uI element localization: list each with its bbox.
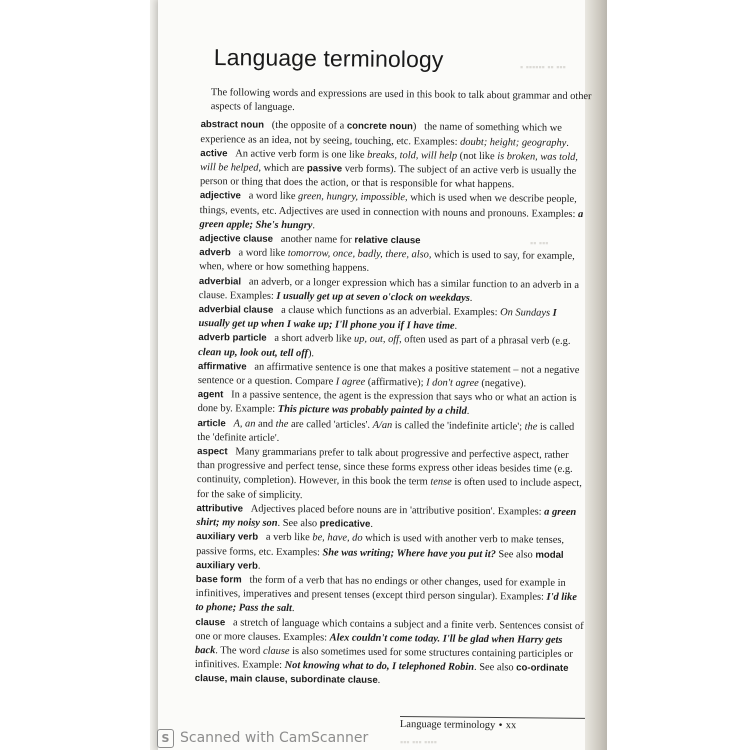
glossary-entry (194, 303, 589, 336)
entry-definition: In a passive sentence, the agent is the expression that says who or what an action is done by. Example: This picture was probably painted by a child. (197, 389, 577, 418)
glossary-entry (193, 417, 588, 450)
entry-definition: an affirmative sentence is one that makes a positive statement – not a negative sentence or a question. Compare I agree (affirmative); I don't agree (negative). (197, 361, 580, 390)
camscanner-logo-icon: S (157, 729, 174, 748)
entry-term: abstract noun (200, 119, 265, 132)
entry-term: clause (195, 616, 226, 628)
entry-term: adverb particle (198, 332, 267, 345)
page-title: Language terminology (213, 44, 444, 73)
entry-definition: (the opposite of a concrete noun) the name of something which we experience as an idea, not by seeing, touching, etc. Examples: doubt; height; geography. (200, 120, 569, 149)
entry-definition: Adjectives placed before nouns are in 'attributive position'. Examples: a green shirt; my noisy son. See also predicative. (196, 503, 577, 530)
bleed-through-text: ▪ ▪▪▪▪▪▪ ▪▪ ▪▪▪ (520, 62, 566, 72)
entry-definition: a clause which functions as an adverbial. Examples: On Sundays I usually get up when I wake up; I'll phone you if I have time. (198, 304, 557, 332)
entry-definition: A, an and the are called 'articles'. A/an is called the 'indefinite article'; the is called the 'definite article'. (197, 418, 575, 444)
entry-definition: Many grammarians prefer to talk about progressive and perfective aspect, rather than progressive and perfect tense, since these forms express other ideas besides time (e.g. continuity, completion). However, in this book the term tense is often used to include aspect, for the sake of simplicity. (196, 446, 582, 501)
glossary-entry (195, 189, 590, 236)
watermark-text: Scanned with CamScanner (180, 730, 369, 746)
glossary-entry (195, 275, 590, 308)
glossary-entry (196, 147, 591, 194)
entry-definition: a verb like be, have, do which is used with another verb to make tenses, passive forms, etc. Examples: She was writing; Where have you put it? See also modal auxiliary verb. (195, 531, 565, 572)
glossary-entry (195, 246, 590, 279)
entry-term: attributive (196, 502, 244, 515)
entry-term: adverbial clause (198, 304, 274, 316)
entry-term: adverb (199, 247, 231, 259)
entry-definition: An active verb form is one like breaks, told, will help (not like is broken, was told, will be helped, which are passive verb forms). The subject of an active verb is usually the person or thing that does the action, or that is responsible for what happens. (199, 148, 579, 191)
glossary-entry (194, 360, 589, 393)
page-number: xx (505, 720, 517, 732)
glossary-entry (192, 502, 587, 535)
entry-definition: a stretch of language which contains a subject and a finite verb. Sentences consist of one or more clauses. Examples: Alex couldn't come today. I'll be glad when Harry gets back. The word clause is also sometimes used for some structures containing participles or infinitives. Example: Not knowing what to do, I telephoned Robin. See also co-ordinate clause, main clause, subordinate clause. (194, 616, 584, 687)
entry-term: base form (195, 573, 242, 586)
entry-definition: a word like green, hungry, impossible, which is used when we describe people, things, events, etc. Adjectives are used in connection with nouns and pronouns. Examples: a green apple; She's hungry. (199, 190, 584, 232)
entry-definition: an adverb, or a longer expression which has a similar function to an adverb in a clause. Examples: I usually get up at seven o'clock on weekdays. (198, 276, 580, 304)
entry-term: article (197, 417, 226, 429)
entry-term: adverbial (198, 275, 242, 288)
entry-term: aspect (197, 446, 228, 458)
entry-term: auxiliary verb (196, 531, 259, 543)
entry-term: affirmative (198, 360, 247, 373)
entry-definition: the form of a verb that has no endings or other changes, used for example in infinitives, imperatives and present tenses (except third person singular). Examples: I'd like to phone; Pass the salt. (195, 574, 577, 615)
camscanner-watermark (157, 726, 368, 750)
bleed-through-text: ▪▪▪ ▪▪▪ ▪▪▪▪ (400, 737, 437, 747)
glossary-entry (192, 530, 587, 577)
glossary-entries (191, 118, 592, 690)
glossary-body (191, 86, 592, 691)
entry-definition: a short adverb like up, out, off, often used as part of a phrasal verb (e.g. clean up, look out, tell off). (198, 333, 571, 359)
glossary-entry (196, 118, 591, 151)
glossary-entry (191, 573, 586, 620)
entry-term: adjective (199, 190, 241, 202)
glossary-entry (193, 445, 589, 506)
entry-term: adjective clause (199, 233, 274, 245)
entry-term: agent (197, 389, 224, 401)
entry-definition: a word like tomorrow, once, badly, there, also, which is used to say, for example, when, where or how something happens. (199, 247, 575, 275)
intro-paragraph: The following words and expressions are used in this book to talk about grammar and other aspects of language. (210, 87, 592, 114)
footer-separator: • (497, 721, 504, 732)
page-footer (400, 716, 585, 732)
entry-term: active (200, 147, 228, 160)
glossary-entry (191, 615, 587, 690)
glossary-entry (194, 331, 589, 364)
glossary-entry (194, 388, 589, 421)
entry-definition: another name for relative clause (272, 233, 421, 247)
footer-label: Language terminology (399, 718, 496, 731)
bleed-through-text: ▪▪ ▪▪▪ (530, 238, 549, 248)
